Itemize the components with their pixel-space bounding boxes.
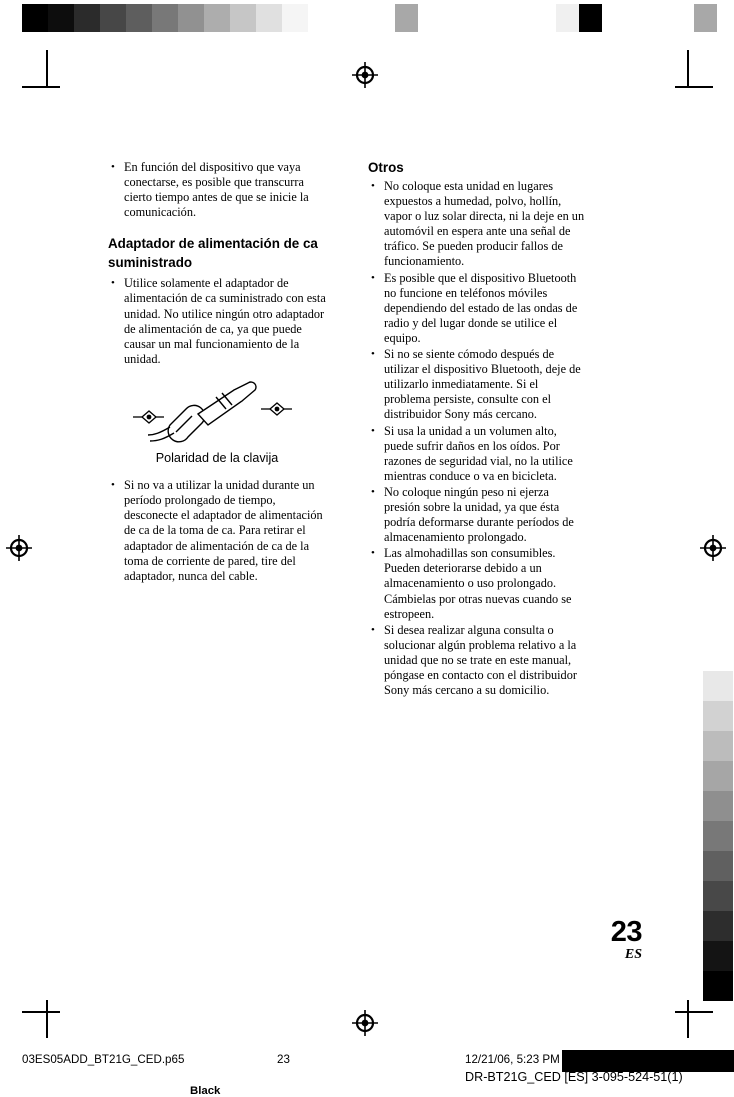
otros-bullet-list (368, 179, 586, 698)
adapter-bullet-list-after-figure (108, 478, 326, 584)
greyscale-swatch-8 (703, 881, 733, 911)
polarity-plug-illustration (130, 381, 305, 443)
footer-model-line: DR-BT21G_CED [ES] 3-095-524-51(1) (465, 1070, 683, 1084)
ac-adapter-polarity-diagram (108, 381, 326, 466)
adapter-bullet-list-before-figure (108, 276, 326, 367)
section-heading-adaptador: Adaptador de alimentación de ca suministrado (108, 236, 318, 271)
greyscale-swatch-4 (703, 761, 733, 791)
greyscale-swatch-9 (703, 911, 733, 941)
list-item: • Las almohadillas son consumibles. Pueden deteriorarse debido a un almacenamiento o uso prolongado. Cámbielas por otras nuevas cuando se estropeen. (368, 546, 586, 621)
list-item: • En función del dispositivo que vaya conectarse, es posible que transcurra cierto tiempo antes de que se inicie la comunicación. (108, 160, 326, 220)
section-heading-otros: Otros (368, 160, 404, 175)
page-number-block (611, 917, 642, 962)
list-item: • No coloque ningún peso ni ejerza presión sobre la unidad, ya que ésta podría deformarse durante períodos de almacenamiento prolongado. (368, 485, 586, 545)
greyscale-swatch-0 (703, 641, 733, 671)
footer-black-bar (562, 1050, 734, 1072)
greyscale-swatch-6 (703, 821, 733, 851)
greyscale-calibration-strip (703, 641, 733, 1001)
page-number: 23 (610, 916, 642, 948)
greyscale-swatch-7 (703, 851, 733, 881)
right-column (368, 160, 586, 699)
greyscale-swatch-1 (703, 671, 733, 701)
list-item: • Si no se siente cómodo después de utilizar el dispositivo Bluetooth, deje de utilizarlo inmediatamente. Si el problema persiste, consulte con el distribuidor Sony más cercano. (368, 347, 586, 422)
footer-file-name: 03ES05ADD_BT21G_CED.p65 (22, 1053, 185, 1066)
footer-page-number: 23 (277, 1053, 290, 1066)
list-item: • Si desea realizar alguna consulta o solucionar algún problema relativo a la unidad que no se trate en este manual, póngase en contacto con el distribuidor Sony más cercano a su domicilio. (368, 623, 586, 698)
list-item: • No coloque esta unidad en lugares expuestos a humedad, polvo, hollín, vapor o luz solar directa, ni la deje en un automóvil en espera ante una señal de tráfico. Se pueden producir fallos de funcionamiento. (368, 179, 586, 270)
greyscale-swatch-10 (703, 941, 733, 971)
greyscale-swatch-5 (703, 791, 733, 821)
footer-date-time: 12/21/06, 5:23 PM (465, 1053, 560, 1066)
language-code: ES (624, 947, 642, 962)
list-item: • Si usa la unidad a un volumen alto, puede sufrir daños en los oídos. Por razones de seguridad vial, no la utilice mientras conduce o va en bicicleta. (368, 424, 586, 484)
greyscale-swatch-3 (703, 731, 733, 761)
list-item: • Utilice solamente el adaptador de alimentación de ca suministrado con esta unidad. No utilice ningún otro adaptador de alimentación de ca, ya que puede causar un mal funcionamiento de la unidad. (108, 276, 326, 367)
greyscale-swatch-11 (703, 971, 733, 1001)
list-item: • Si no va a utilizar la unidad durante un período prolongado de tiempo, desconecte el adaptador de alimentación de ca de la toma de ca. Para retirar el adaptador de alimentación de ca de la toma de corriente de pared, tire del adaptador, nunca del cable. (108, 478, 326, 584)
figure-caption: Polaridad de la clavija (155, 451, 279, 466)
list-item: • Es posible que el dispositivo Bluetooth no funcione en teléfonos móviles dependiendo del estado de las ondas de radio y del lugar donde se utilice el equipo. (368, 271, 586, 346)
left-column (108, 160, 326, 585)
intro-bullet-list (108, 160, 326, 220)
greyscale-swatch-2 (703, 701, 733, 731)
footer-plate-name: Black (190, 1085, 221, 1097)
